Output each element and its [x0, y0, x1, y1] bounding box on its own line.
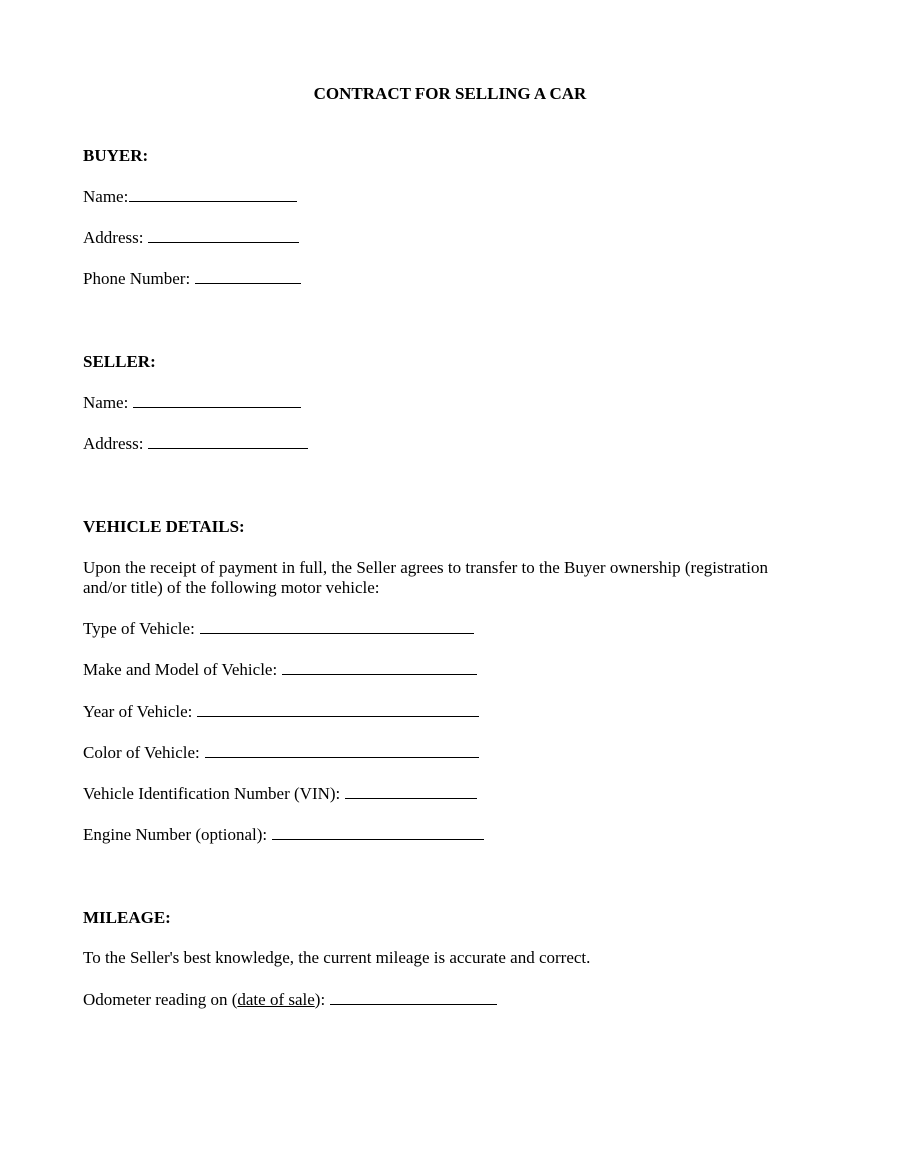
odometer-suffix: ): [314, 990, 326, 1009]
vehicle-engine-field[interactable] [272, 825, 484, 840]
vehicle-intro: Upon the receipt of payment in full, the Seller agrees to transfer to the Buyer ownership (registration and/or title) of the following motor vehicle: [83, 558, 768, 597]
seller-heading: SELLER: [83, 352, 156, 371]
vehicle-make-model-row [83, 660, 477, 680]
seller-name-label: Name: [83, 393, 129, 412]
vehicle-engine-label: Engine Number (optional): [83, 825, 268, 844]
buyer-name-row [83, 187, 297, 207]
vehicle-year-field[interactable] [197, 702, 479, 717]
buyer-heading: BUYER: [83, 146, 149, 165]
buyer-phone-field[interactable] [195, 269, 301, 284]
vehicle-year-label: Year of Vehicle: [83, 702, 193, 721]
document-title: CONTRACT FOR SELLING A CAR [313, 84, 587, 103]
vehicle-make-model-label: Make and Model of Vehicle: [83, 660, 278, 679]
vehicle-make-model-field[interactable] [282, 660, 477, 675]
vehicle-color-row [83, 743, 479, 763]
buyer-phone-row [83, 269, 301, 289]
vehicle-year-row [83, 702, 479, 722]
odometer-date-label: date of sale [237, 990, 315, 1009]
vehicle-color-field[interactable] [205, 743, 479, 758]
odometer-field[interactable] [330, 990, 497, 1005]
buyer-address-row [83, 228, 299, 248]
seller-address-label: Address: [83, 434, 144, 453]
mileage-statement: To the Seller's best knowledge, the current mileage is accurate and correct. [83, 948, 591, 967]
vehicle-vin-row [83, 784, 477, 804]
vehicle-heading: VEHICLE DETAILS: [83, 517, 245, 536]
seller-name-row [83, 393, 301, 413]
vehicle-color-label: Color of Vehicle: [83, 743, 200, 762]
seller-address-field[interactable] [148, 434, 308, 449]
seller-name-field[interactable] [133, 393, 301, 408]
odometer-row [83, 990, 497, 1010]
vehicle-type-row [83, 619, 474, 639]
mileage-heading: MILEAGE: [83, 908, 171, 927]
seller-address-row [83, 434, 308, 454]
buyer-address-field[interactable] [148, 228, 299, 243]
vehicle-vin-field[interactable] [345, 784, 477, 799]
buyer-address-label: Address: [83, 228, 144, 247]
vehicle-engine-row [83, 825, 484, 845]
vehicle-vin-label: Vehicle Identification Number (VIN): [83, 784, 341, 803]
vehicle-type-field[interactable] [200, 619, 474, 634]
buyer-name-field[interactable] [129, 187, 297, 202]
odometer-prefix: Odometer reading on ( [83, 990, 238, 1009]
buyer-name-label: Name: [83, 187, 129, 206]
buyer-phone-label: Phone Number: [83, 269, 191, 288]
vehicle-type-label: Type of Vehicle: [83, 619, 195, 638]
